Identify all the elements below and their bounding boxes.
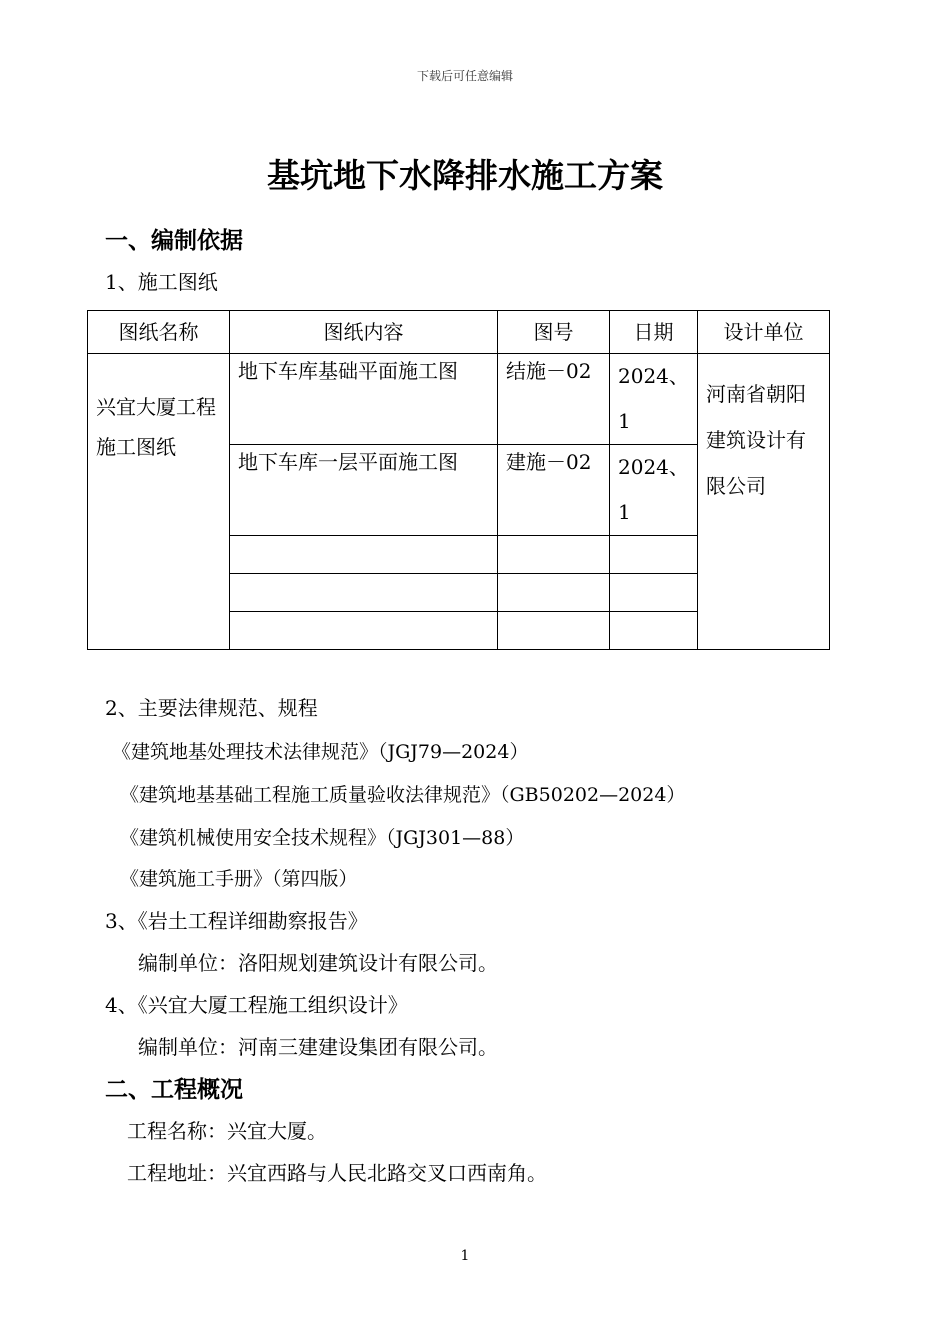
project-name-cell: 兴宜大厦工程施工图纸 — [88, 354, 230, 650]
header-cell: 设计单位 — [698, 311, 830, 354]
header-note: 下载后可任意编辑 — [416, 69, 513, 83]
item4-unit: 编制单位：河南三建建设集团有限公司。 — [138, 1035, 498, 1059]
item3-unit: 编制单位：洛阳规划建筑设计有限公司。 — [138, 951, 498, 975]
date-cell: 2024、1 — [610, 445, 698, 536]
content-cell: 地下车库基础平面施工图 — [230, 354, 498, 445]
code-item: 《建筑地基基础工程施工质量验收法律规范》（GB50202—2024） — [120, 784, 686, 806]
section2-heading: 二、工程概况 — [105, 1077, 243, 1103]
number-cell: 结施－02 — [498, 354, 610, 445]
code-item: 《建筑地基处理技术法律规范》（JGJ79—2024） — [112, 741, 529, 763]
page-number: 1 — [460, 1248, 470, 1264]
item2-label: 2、主要法律规范、规程 — [105, 696, 318, 720]
project-name-line: 工程名称：兴宜大厦。 — [127, 1119, 327, 1143]
header-cell: 图纸名称 — [88, 311, 230, 354]
table-header-row — [88, 311, 830, 354]
code-item: 《建筑施工手册》（第四版） — [120, 868, 358, 890]
date-cell: 2024、1 — [610, 354, 698, 445]
item1-label: 1、施工图纸 — [105, 270, 218, 294]
section1-heading: 一、编制依据 — [105, 228, 243, 254]
document-title: 基坑地下水降排水施工方案 — [267, 156, 663, 195]
content-cell: 地下车库一层平面施工图 — [230, 445, 498, 536]
item4-label: 4、《兴宜大厦工程施工组织设计》 — [105, 993, 408, 1017]
header-cell: 图号 — [498, 311, 610, 354]
header-cell: 日期 — [610, 311, 698, 354]
item3-label: 3、《岩土工程详细勘察报告》 — [105, 909, 368, 933]
number-cell: 建施－02 — [498, 445, 610, 536]
project-address-line: 工程地址：兴宜西路与人民北路交叉口西南角。 — [127, 1161, 547, 1185]
header-cell: 图纸内容 — [230, 311, 498, 354]
code-item: 《建筑机械使用安全技术规程》（JGJ301—88） — [120, 827, 525, 849]
table-row — [88, 354, 830, 445]
designer-cell: 河南省朝阳建筑设计有限公司 — [698, 354, 830, 650]
drawings-table — [87, 310, 830, 650]
